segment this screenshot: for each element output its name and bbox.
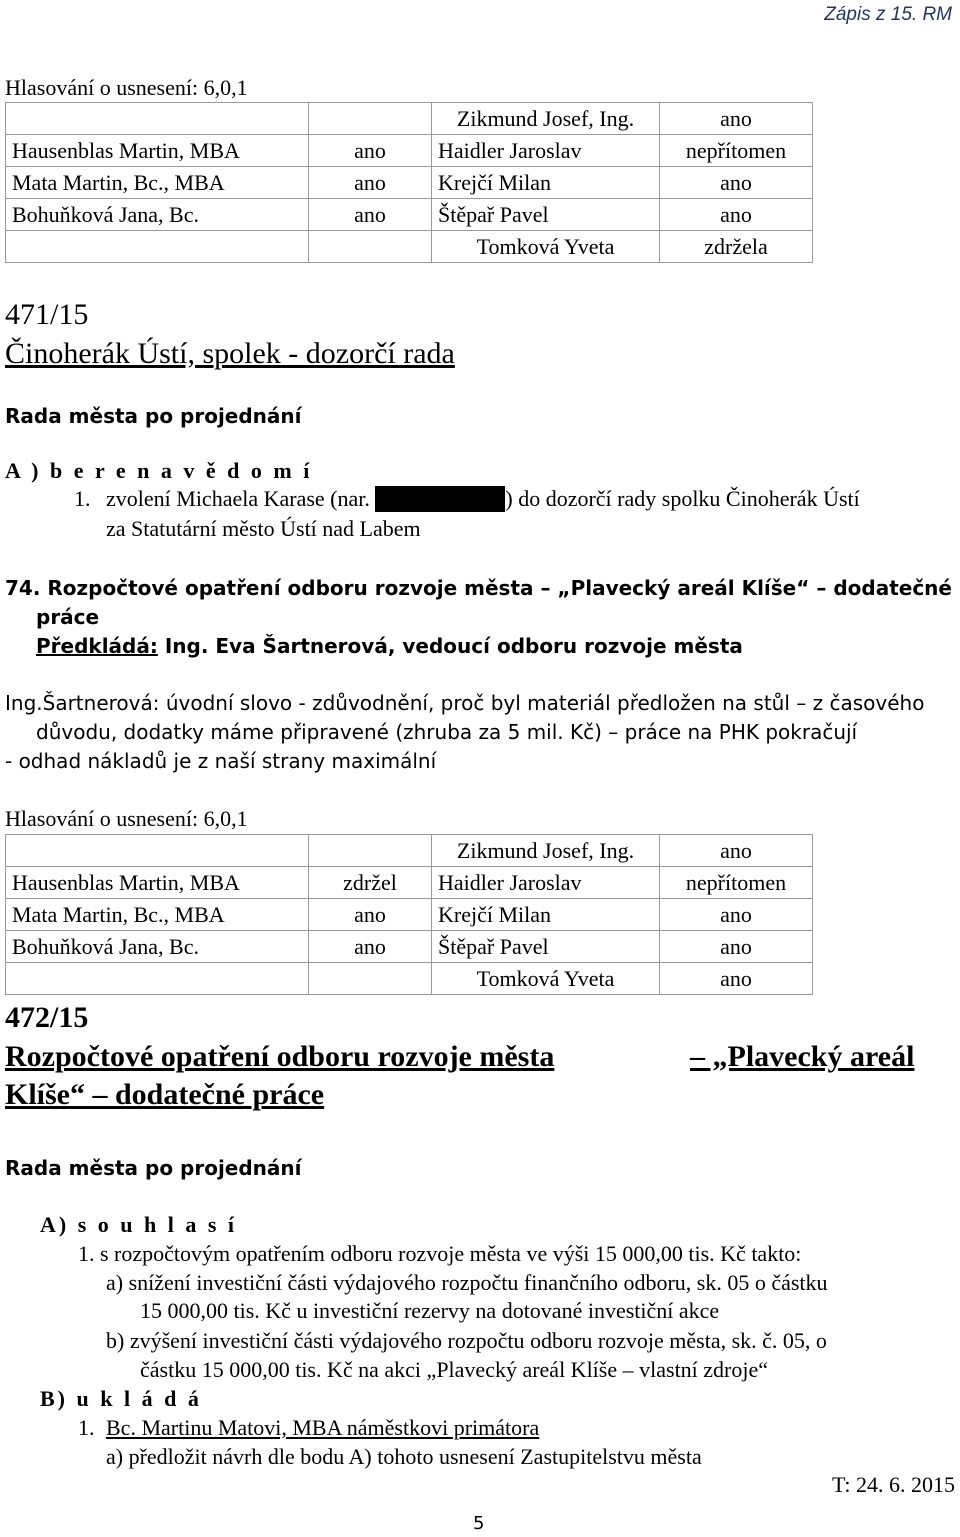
vote-value bbox=[309, 231, 432, 263]
council-heading: Rada města po projednání bbox=[5, 1156, 302, 1180]
vote-value: ano bbox=[660, 963, 813, 995]
item-text bbox=[106, 486, 860, 512]
vote-row bbox=[6, 135, 813, 167]
vote-value: ano bbox=[309, 199, 432, 231]
item-text-continuation: za Statutární město Ústí nad Labem bbox=[106, 516, 421, 541]
council-heading: Rada města po projednání bbox=[5, 404, 302, 428]
vote-row bbox=[6, 103, 813, 135]
vote-value bbox=[309, 963, 432, 995]
vote-row bbox=[6, 167, 813, 199]
resolution-subitem: b) zvýšení investiční části výdajového rozpočtu odboru rozvoje města, sk. č. 05, o bbox=[106, 1328, 827, 1353]
member-name: Mata Martin, Bc., MBA bbox=[6, 899, 309, 931]
discussion-line: důvodu, dodatky máme připravené (zhruba za 5 mil. Kč) – práce na PHK pokračují bbox=[36, 720, 858, 744]
speaker: Ing.Šartnerová: bbox=[5, 691, 160, 715]
member-name: Tomková Yveta bbox=[432, 231, 660, 263]
section-a-heading: A) s o u h l a s í bbox=[40, 1212, 238, 1237]
vote-label bbox=[5, 75, 248, 101]
member-name: Hausenblas Martin, MBA bbox=[6, 867, 309, 899]
member-name: Štěpař Pavel bbox=[432, 931, 660, 963]
vote-value: ano bbox=[660, 835, 813, 867]
resolution-title: Rozpočtové opatření odboru rozvoje města bbox=[5, 1040, 555, 1073]
vote-table bbox=[5, 102, 813, 263]
resolution-title-cont: Klíše“ – dodatečné práce bbox=[5, 1078, 325, 1111]
deadline: T: 24. 6. 2015 bbox=[832, 1472, 955, 1497]
vote-value: ano bbox=[660, 931, 813, 963]
vote-value: ano bbox=[660, 167, 813, 199]
page-number: 5 bbox=[473, 1513, 485, 1534]
member-name: Krejčí Milan bbox=[432, 899, 660, 931]
vote-row bbox=[6, 931, 813, 963]
vote-value: nepřítomen bbox=[660, 135, 813, 167]
member-name: Mata Martin, Bc., MBA bbox=[6, 167, 309, 199]
vote-value: ano bbox=[309, 167, 432, 199]
resolution-subitem-cont: 15 000,00 tis. Kč u investiční rezervy na dotované investiční akce bbox=[140, 1298, 720, 1323]
member-name bbox=[6, 963, 309, 995]
vote-table bbox=[5, 834, 813, 995]
member-name: Hausenblas Martin, MBA bbox=[6, 135, 309, 167]
member-name: Krejčí Milan bbox=[432, 167, 660, 199]
agenda-item-title: 74. Rozpočtové opatření odboru rozvoje města – „Plavecký areál Klíše“ – dodatečné bbox=[5, 576, 952, 600]
vote-row bbox=[6, 199, 813, 231]
document-header: Zápis z 15. RM bbox=[824, 4, 952, 25]
vote-label-text: Hlasování o usnesení: bbox=[5, 75, 199, 100]
member-name: Zikmund Josef, Ing. bbox=[432, 835, 660, 867]
vote-value: ano bbox=[660, 199, 813, 231]
resolution-number: 471/15 bbox=[5, 298, 89, 331]
member-name: Bohuňková Jana, Bc. bbox=[6, 931, 309, 963]
section-a-heading: A ) b e r e n a v ě d o m í bbox=[5, 458, 313, 483]
vote-row bbox=[6, 963, 813, 995]
member-name bbox=[6, 835, 309, 867]
vote-row bbox=[6, 835, 813, 867]
member-name bbox=[6, 231, 309, 263]
member-name: Zikmund Josef, Ing. bbox=[432, 103, 660, 135]
item-number: 1. bbox=[74, 486, 91, 511]
resolution-subitem: a) předložit návrh dle bodu A) tohoto usnesení Zastupitelstvu města bbox=[106, 1444, 702, 1469]
vote-value: zdržel bbox=[309, 867, 432, 899]
vote-value: ano bbox=[309, 899, 432, 931]
vote-row bbox=[6, 231, 813, 263]
section-b-heading: B) u k l á d á bbox=[40, 1386, 202, 1411]
member-name: Bohuňková Jana, Bc. bbox=[6, 199, 309, 231]
vote-row bbox=[6, 899, 813, 931]
resolution-subitem: a) snížení investiční části výdajového rozpočtu finančního odboru, sk. 05 o částku bbox=[106, 1270, 828, 1295]
member-name bbox=[6, 103, 309, 135]
vote-value: ano bbox=[309, 931, 432, 963]
resolution-subitem-cont: částku 15 000,00 tis. Kč na akci „Plavecký areál Klíše – vlastní zdroje“ bbox=[140, 1357, 769, 1382]
agenda-item-title-cont: práce bbox=[36, 605, 100, 629]
member-name: Štěpař Pavel bbox=[432, 199, 660, 231]
item-text-part: zvolení Michaela Karase (nar. bbox=[106, 486, 370, 511]
discussion-line bbox=[5, 690, 924, 716]
discussion-text: úvodní slovo - zdůvodnění, proč byl materiál předložen na stůl – z časového bbox=[159, 691, 925, 715]
resolution-title-part: – „Plavecký areál bbox=[690, 1040, 915, 1073]
redaction-block bbox=[375, 486, 505, 512]
presenter-label: Předkládá: bbox=[36, 634, 158, 658]
vote-value: zdržela bbox=[660, 231, 813, 263]
vote-value: ano bbox=[309, 135, 432, 167]
vote-label-text: Hlasování o usnesení: bbox=[5, 806, 199, 831]
item-text-part: ) do dozorčí rady spolku Činoherák Ústí bbox=[505, 486, 860, 511]
discussion-line: - odhad nákladů je z naší strany maximální bbox=[5, 749, 437, 773]
vote-value: ano bbox=[660, 103, 813, 135]
member-name: Haidler Jaroslav bbox=[432, 867, 660, 899]
vote-result: 6,0,1 bbox=[203, 75, 248, 100]
vote-value bbox=[309, 835, 432, 867]
vote-result: 6,0,1 bbox=[203, 806, 248, 831]
vote-label bbox=[5, 806, 248, 832]
vote-value: nepřítomen bbox=[660, 867, 813, 899]
member-name: Haidler Jaroslav bbox=[432, 135, 660, 167]
resolution-title: Činoherák Ústí, spolek - dozorčí rada bbox=[5, 337, 455, 370]
presenter-name: Ing. Eva Šartnerová, vedoucí odboru rozvoje města bbox=[157, 634, 743, 658]
vote-value: ano bbox=[660, 899, 813, 931]
resolution-item-number: 1. bbox=[78, 1415, 95, 1440]
member-name: Tomková Yveta bbox=[432, 963, 660, 995]
vote-value bbox=[309, 103, 432, 135]
presenter bbox=[36, 633, 743, 659]
resolution-item: 1. s rozpočtovým opatřením odboru rozvoje města ve výši 15 000,00 tis. Kč takto: bbox=[78, 1241, 802, 1266]
vote-row bbox=[6, 867, 813, 899]
resolution-number: 472/15 bbox=[5, 1001, 89, 1034]
responsible-person: Bc. Martinu Matovi, MBA náměstkovi primátora bbox=[106, 1415, 540, 1440]
